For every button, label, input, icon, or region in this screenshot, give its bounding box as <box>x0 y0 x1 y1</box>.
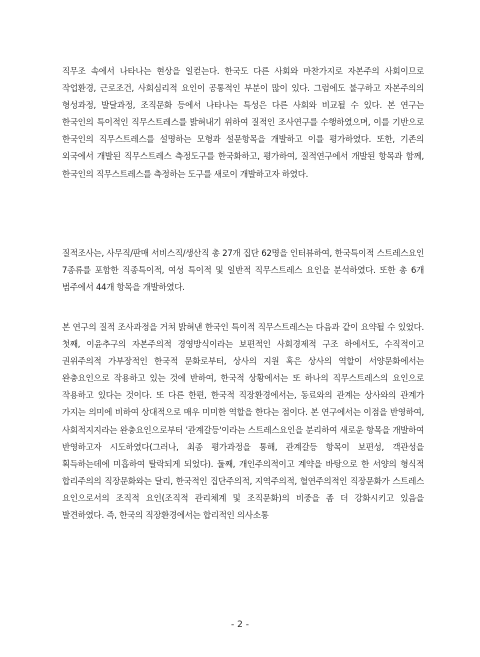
page-number: - 2 - <box>231 620 249 630</box>
body-paragraph-1: 직무조 속에서 나타나는 현상을 일컫는다. 한국도 다른 사회와 마찬가지로 자본주의 사회이므로 작업환경, 근로조건, 사회심리적 요인이 공통적인 부분이 많이 있다. 그럼에도 불구하고 자본주의의 형성과정, 발달과정, 조직문화 등에서 나타나는 특성은 다른 사회와 비교될 수 있다. 본 연구는 한국인의 특이적인 직무스트레스를 밝혀내기 위하여 질적인 조사연구를 수행하였으며, 이를 기반으로 한국인의 직무스트레스를 설명하는 모형과 설문항목을 개발하고 이를 평가하였다. 또한, 기존의 외국에서 개발된 직무스트레스 측정도구를 한국화하고, 평가하여, 질적연구에서 개발된 항목과 함께, 한국인의 직무스트레스를 측정하는 도구를 새로이 개발하고자 하였다. <box>62 66 424 179</box>
body-paragraph-3: 본 연구의 질적 조사과정을 거쳐 밝혀낸 한국인 특이적 직무스트레스는 다음과 같이 요약될 수 있었다. 첫째, 이윤추구의 자본주의적 경영방식이라는 보편적인 사회경제적 구조 하에서도, 수직적이고 권위주의적 가부장적인 한국적 문화로부터, 상사의 지원 혹은 상사의 역할이 서양문화에서는 완충요인으로 작용하고 있는 것에 반하여, 한국적 상황에서는 또 하나의 직무스트레스의 요인으로 작용하고 있다는 것이다. 또 다른 한편, 한국적 직장환경에서는, 동료와의 관계는 상사와의 관계가 가지는 의미에 비하여 상대적으로 매우 미미한 역할을 한다는 점이다. 본 연구에서는 이점을 반영하여, 사회적지지라는 완충요인으로부터 '관계갈등'이라는 스트레스요인을 분리하여 새로운 항목을 개발하여 반영하고자 시도하였다(그러나, 최종 평가과정을 통해, 관계갈등 항목이 보편성, 객관성을 획득하는데에 미흡하여 탈락되게 되었다). 둘째, 개인주의적이고 계약을 바탕으로 한 서양의 형식적 합리주의의 직장문화와는 달리, 한국적인 집단주의적, 지역주의적, 혈연주의적인 직장문화가 스트레스 요인으로서의 조직적 요인(조직적 관리체계 및 조직문화)의 비중을 좀 더 강화시키고 있음을 발견하였다. 즉, 한국의 직장환경에서는 합리적인 의사소통 <box>62 322 425 521</box>
body-paragraph-2: 질적조사는, 사무직/판매 서비스직/생산직 총 27개 집단 62명을 인터뷰하여, 한국특이적 스트레스요인 7종류를 포함한 직종특이적, 여성 특이적 및 일반적 직무스트레스 요인을 분석하였다. 또한 총 6개 범주에서 44개 항목을 개발하였다. <box>62 248 424 293</box>
